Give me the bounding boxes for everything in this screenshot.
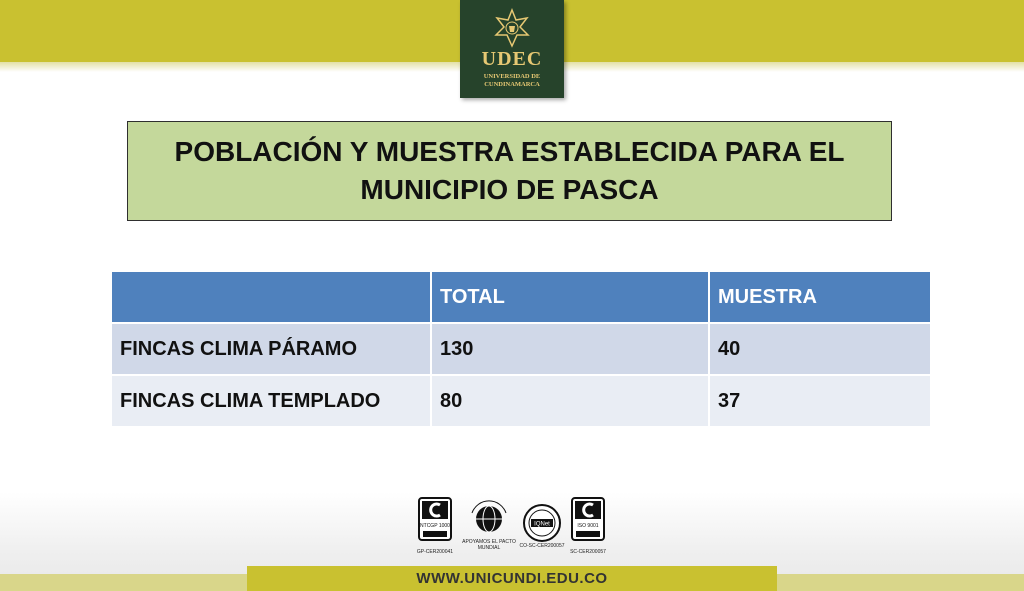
page-title: POBLACIÓN Y MUESTRA ESTABLECIDA PARA EL MUNICIPIO DE PASCA [174,136,845,205]
table-cell: 37 [709,375,931,427]
cert-code: SC-CER200057 [570,549,606,555]
logo-name: UDEC [481,48,543,70]
iqnet-icon [519,503,565,549]
table-header-cell [111,271,431,323]
global-compact-icon [462,497,516,551]
cert-code: GP-CER200041 [416,549,454,555]
cert-text: IQNet [534,521,550,528]
table-row [111,375,931,427]
cert-text: NTCGP 1000 [420,523,450,529]
cert-text: APOYAMOS EL PACTO MUNDIAL [462,539,516,551]
udec-emblem-icon [492,8,532,48]
table-cell: FINCAS CLIMA TEMPLADO [111,375,431,427]
table-header-row [111,271,931,323]
logo-line2: CUNDINAMARCA [484,81,540,88]
logo-line1: UNIVERSIDAD DE [483,73,541,80]
cert-text: ISO 9001 [577,523,599,529]
title-box [127,121,892,221]
icontec-ntcgp-seal-icon [418,497,452,554]
table-row [111,323,931,375]
udec-logo [460,0,564,98]
table-cell: 80 [431,375,709,427]
table-cell: 40 [709,323,931,375]
data-table [110,270,932,428]
table-cell: FINCAS CLIMA PÁRAMO [111,323,431,375]
website-link[interactable]: WWW.UNICUNDI.EDU.CO [416,570,608,587]
table-header-cell: TOTAL [431,271,709,323]
icontec-iso-seal-icon [571,497,605,554]
table-cell: 130 [431,323,709,375]
cert-code: CO-SC-CER200057 [519,543,565,549]
table-header-cell: MUESTRA [709,271,931,323]
